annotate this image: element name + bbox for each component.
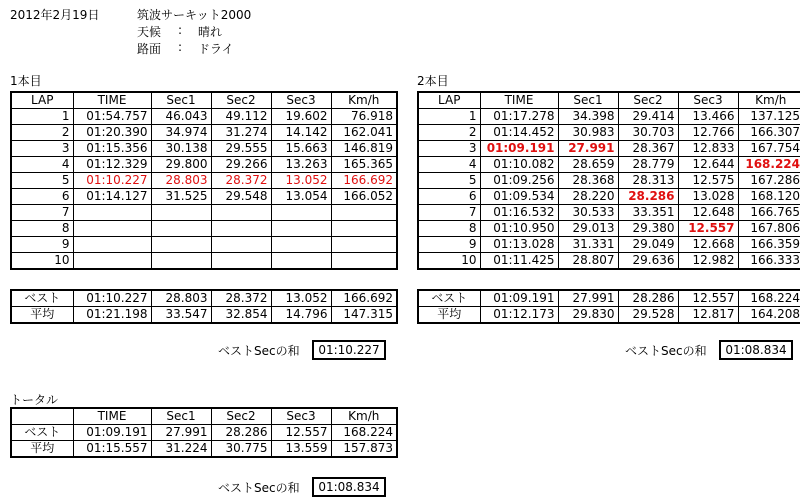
lap-s3: 19.602 (271, 109, 331, 125)
lap-kmh: 166.692 (331, 173, 397, 189)
summary-label: ベスト (11, 290, 73, 307)
lap-s2: 28.286 (618, 189, 678, 205)
lap-row (11, 109, 397, 125)
lap-number: 5 (11, 173, 73, 189)
lap-time: 01:10.227 (73, 173, 151, 189)
lap-s3: 12.575 (678, 173, 738, 189)
lap-row (11, 237, 397, 253)
lap-time: 01:20.390 (73, 125, 151, 141)
lap-s3: 15.663 (271, 141, 331, 157)
column-header: Sec3 (271, 408, 331, 425)
lap-s1 (151, 221, 211, 237)
lap-time (73, 253, 151, 270)
lap-row (11, 157, 397, 173)
summary-s1: 27.991 (558, 290, 618, 307)
summary-row-best (11, 290, 397, 307)
lap-time: 01:11.425 (480, 253, 558, 270)
lap-s1: 46.043 (151, 109, 211, 125)
surface-label: 路面 (137, 42, 162, 56)
summary-kmh: 157.873 (331, 441, 397, 458)
column-header: Sec2 (618, 92, 678, 109)
lap-kmh: 146.819 (331, 141, 397, 157)
summary-label: 平均 (418, 307, 480, 324)
lap-row (11, 173, 397, 189)
column-header: Sec1 (558, 92, 618, 109)
lap-row (418, 221, 800, 237)
lap-s1: 29.800 (151, 157, 211, 173)
lap-number: 1 (11, 109, 73, 125)
summary-s2: 29.528 (618, 307, 678, 324)
lap-s2: 28.779 (618, 157, 678, 173)
lap-s1: 34.398 (558, 109, 618, 125)
lap-s3: 13.054 (271, 189, 331, 205)
lap-time: 01:15.356 (73, 141, 151, 157)
total-best-sum-value: 01:08.834 (312, 477, 386, 497)
lap-kmh: 166.359 (738, 237, 800, 253)
lap-s3: 14.142 (271, 125, 331, 141)
lap-s3: 12.648 (678, 205, 738, 221)
lap-row (418, 109, 800, 125)
summary-kmh: 147.315 (331, 307, 397, 324)
lap-kmh: 168.224 (738, 157, 800, 173)
lap-s2: 49.112 (211, 109, 271, 125)
column-header: Sec3 (271, 92, 331, 109)
lap-kmh: 166.765 (738, 205, 800, 221)
lap-number: 7 (11, 205, 73, 221)
summary-time: 01:15.557 (73, 441, 151, 458)
summary-kmh: 166.692 (331, 290, 397, 307)
lap-kmh: 76.918 (331, 109, 397, 125)
lap-kmh: 137.125 (738, 109, 800, 125)
lap-number: 1 (418, 109, 480, 125)
lap-s2: 29.414 (618, 109, 678, 125)
lap-s1: 28.807 (558, 253, 618, 270)
summary-time: 01:21.198 (73, 307, 151, 324)
lap-s1: 28.803 (151, 173, 211, 189)
summary-label: ベスト (11, 425, 73, 441)
lap-s3: 13.263 (271, 157, 331, 173)
lap-time: 01:14.452 (480, 125, 558, 141)
lap-s1: 27.991 (558, 141, 618, 157)
lap-s1: 29.013 (558, 221, 618, 237)
lap-time: 01:54.757 (73, 109, 151, 125)
column-header: Km/h (331, 92, 397, 109)
lap-row (418, 253, 800, 270)
weather-label: 天候 (137, 25, 162, 39)
summary-s1: 28.803 (151, 290, 211, 307)
lap-number: 10 (418, 253, 480, 270)
lap-number: 7 (418, 205, 480, 221)
session2-best-sum-label: ベストSecの和 (625, 344, 707, 358)
session2-title: 2本目 (417, 74, 449, 88)
lap-row (11, 125, 397, 141)
summary-s1: 27.991 (151, 425, 211, 441)
lap-number: 6 (418, 189, 480, 205)
summary-row-avg (418, 307, 800, 324)
summary-row-avg (11, 441, 397, 458)
header-row (11, 408, 397, 425)
lap-time (73, 237, 151, 253)
lap-s2: 33.351 (618, 205, 678, 221)
session2-lap-table (417, 91, 800, 270)
lap-time: 01:09.534 (480, 189, 558, 205)
lap-s2: 28.367 (618, 141, 678, 157)
lap-s1 (151, 237, 211, 253)
lap-kmh (331, 237, 397, 253)
lap-row (418, 157, 800, 173)
summary-kmh: 168.224 (738, 290, 800, 307)
summary-time: 01:09.191 (73, 425, 151, 441)
summary-time: 01:10.227 (73, 290, 151, 307)
lap-row (418, 189, 800, 205)
lap-kmh: 167.754 (738, 141, 800, 157)
lap-s3 (271, 237, 331, 253)
session1-summary-table (10, 289, 398, 324)
lap-s2: 28.313 (618, 173, 678, 189)
lap-s3: 12.982 (678, 253, 738, 270)
lap-s2 (211, 221, 271, 237)
lap-number: 3 (418, 141, 480, 157)
lap-s3: 12.833 (678, 141, 738, 157)
summary-s1: 31.224 (151, 441, 211, 458)
header-row (418, 92, 800, 109)
lap-s3 (271, 221, 331, 237)
lap-s1 (151, 253, 211, 270)
lap-s2: 28.372 (211, 173, 271, 189)
session1-title: 1本目 (10, 74, 42, 88)
lap-time: 01:09.191 (480, 141, 558, 157)
lap-s2 (211, 205, 271, 221)
lap-kmh: 165.365 (331, 157, 397, 173)
summary-time: 01:12.173 (480, 307, 558, 324)
lap-s1: 30.138 (151, 141, 211, 157)
lap-s3: 13.466 (678, 109, 738, 125)
lap-kmh: 168.120 (738, 189, 800, 205)
lap-s3: 12.557 (678, 221, 738, 237)
lap-s3: 13.052 (271, 173, 331, 189)
summary-s3: 14.796 (271, 307, 331, 324)
lap-number: 10 (11, 253, 73, 270)
lap-row (11, 189, 397, 205)
summary-s1: 29.830 (558, 307, 618, 324)
lap-time: 01:13.028 (480, 237, 558, 253)
lap-s2: 29.636 (618, 253, 678, 270)
session2-best-sum-value: 01:08.834 (719, 340, 793, 360)
summary-s3: 12.557 (271, 425, 331, 441)
lap-kmh (331, 205, 397, 221)
lap-s2: 29.555 (211, 141, 271, 157)
lap-kmh: 167.286 (738, 173, 800, 189)
lap-number: 4 (11, 157, 73, 173)
summary-s3: 12.817 (678, 307, 738, 324)
lap-number: 4 (418, 157, 480, 173)
lap-s2: 31.274 (211, 125, 271, 141)
summary-s1: 33.547 (151, 307, 211, 324)
lap-row (418, 141, 800, 157)
lap-s1: 31.525 (151, 189, 211, 205)
lap-s1: 34.974 (151, 125, 211, 141)
column-header: Km/h (331, 408, 397, 425)
column-header: TIME (73, 408, 151, 425)
lap-number: 9 (11, 237, 73, 253)
lap-kmh: 166.052 (331, 189, 397, 205)
lap-s1: 28.659 (558, 157, 618, 173)
lap-time: 01:10.950 (480, 221, 558, 237)
lap-number: 5 (418, 173, 480, 189)
summary-s2: 28.286 (211, 425, 271, 441)
lap-row (418, 173, 800, 189)
lap-row (11, 141, 397, 157)
lap-number: 6 (11, 189, 73, 205)
total-title: トータル (10, 393, 59, 407)
lap-number: 3 (11, 141, 73, 157)
lap-number: 8 (11, 221, 73, 237)
summary-s3: 13.559 (271, 441, 331, 458)
lap-row (418, 205, 800, 221)
lap-row (11, 205, 397, 221)
lap-s3 (271, 253, 331, 270)
lap-row (418, 237, 800, 253)
session2-summary-table (417, 289, 800, 324)
summary-s2: 30.775 (211, 441, 271, 458)
summary-kmh: 168.224 (331, 425, 397, 441)
lap-s2: 29.266 (211, 157, 271, 173)
surface-colon: : (178, 40, 183, 54)
column-header: Sec1 (151, 92, 211, 109)
lap-kmh: 166.333 (738, 253, 800, 270)
summary-label: 平均 (11, 441, 73, 458)
lap-time (73, 221, 151, 237)
lap-kmh (331, 221, 397, 237)
column-header: Sec2 (211, 408, 271, 425)
lap-s3: 12.766 (678, 125, 738, 141)
lap-number: 2 (11, 125, 73, 141)
lap-row (11, 221, 397, 237)
surface-value: ドライ (198, 42, 234, 56)
column-header: LAP (418, 92, 480, 109)
summary-s3: 13.052 (271, 290, 331, 307)
lap-s1: 28.220 (558, 189, 618, 205)
lap-number: 8 (418, 221, 480, 237)
weather-value: 晴れ (198, 25, 223, 39)
summary-row-best (418, 290, 800, 307)
lap-time: 01:16.532 (480, 205, 558, 221)
lap-kmh (331, 253, 397, 270)
lap-time: 01:10.082 (480, 157, 558, 173)
lap-number: 2 (418, 125, 480, 141)
lap-s1: 31.331 (558, 237, 618, 253)
lap-time: 01:17.278 (480, 109, 558, 125)
summary-time: 01:09.191 (480, 290, 558, 307)
lap-s3: 12.644 (678, 157, 738, 173)
lap-s2 (211, 253, 271, 270)
session1-best-sum-value: 01:10.227 (312, 340, 386, 360)
lap-kmh: 167.806 (738, 221, 800, 237)
summary-label: 平均 (11, 307, 73, 324)
lap-s3: 12.668 (678, 237, 738, 253)
lap-time: 01:14.127 (73, 189, 151, 205)
lap-s1: 28.368 (558, 173, 618, 189)
column-header (11, 408, 73, 425)
lap-time: 01:12.329 (73, 157, 151, 173)
lap-row (11, 253, 397, 270)
column-header: TIME (73, 92, 151, 109)
lap-time: 01:09.256 (480, 173, 558, 189)
lap-s3 (271, 205, 331, 221)
lap-row (418, 125, 800, 141)
summary-kmh: 164.208 (738, 307, 800, 324)
header-row (11, 92, 397, 109)
column-header: LAP (11, 92, 73, 109)
summary-s2: 32.854 (211, 307, 271, 324)
session1-best-sum-label: ベストSecの和 (218, 344, 300, 358)
weather-colon: : (178, 23, 183, 37)
summary-s2: 28.372 (211, 290, 271, 307)
lap-s2: 29.049 (618, 237, 678, 253)
lap-s2: 29.380 (618, 221, 678, 237)
lap-s2: 29.548 (211, 189, 271, 205)
lap-kmh: 166.307 (738, 125, 800, 141)
lap-s2 (211, 237, 271, 253)
session1-lap-table (10, 91, 398, 270)
column-header: Sec3 (678, 92, 738, 109)
summary-row-best (11, 425, 397, 441)
summary-s3: 12.557 (678, 290, 738, 307)
lap-s1: 30.533 (558, 205, 618, 221)
circuit-name: 筑波サーキット2000 (137, 8, 252, 22)
lap-s3: 13.028 (678, 189, 738, 205)
lap-kmh: 162.041 (331, 125, 397, 141)
summary-label: ベスト (418, 290, 480, 307)
column-header: TIME (480, 92, 558, 109)
lap-s1: 30.983 (558, 125, 618, 141)
lap-s1 (151, 205, 211, 221)
lap-s2: 30.703 (618, 125, 678, 141)
column-header: Km/h (738, 92, 800, 109)
lap-number: 9 (418, 237, 480, 253)
summary-s2: 28.286 (618, 290, 678, 307)
column-header: Sec2 (211, 92, 271, 109)
total-best-sum-label: ベストSecの和 (218, 481, 300, 495)
summary-row-avg (11, 307, 397, 324)
total-summary-table (10, 407, 398, 458)
lap-time (73, 205, 151, 221)
date: 2012年2月19日 (10, 8, 100, 22)
column-header: Sec1 (151, 408, 211, 425)
